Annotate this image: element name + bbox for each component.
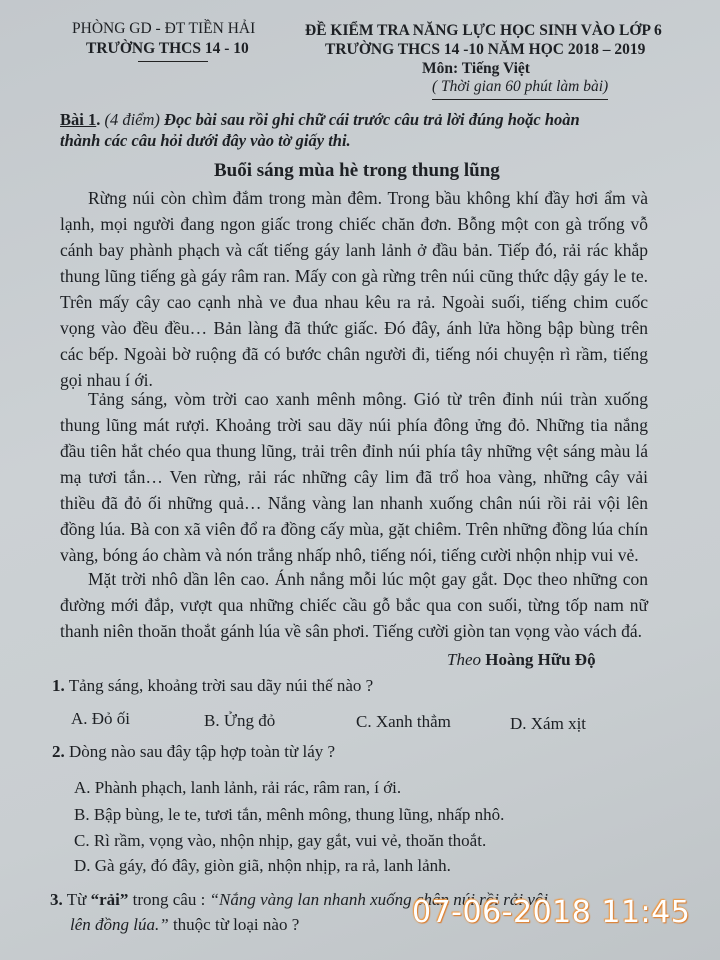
q2-option-a: A. Phành phạch, lanh lảnh, rải rác, râm ran, í ới. — [74, 778, 402, 797]
q2-option-d: D. Gà gáy, đó đây, giòn giã, nhộn nhịp, ra rả, lanh lảnh. — [74, 856, 451, 875]
photo-timestamp: 07-06-2018 11:45 — [412, 895, 691, 930]
question-number: 2. — [52, 742, 65, 761]
exam-subject: Môn: Tiếng Việt — [422, 60, 530, 77]
header-underline — [138, 61, 208, 62]
exam-title: ĐỀ KIỂM TRA NĂNG LỰC HỌC SINH VÀO LỚP 6 — [305, 22, 662, 39]
passage-line: thiều đã đỏ ối những quả… Nắng vàng lan nhanh xuống chân núi rồi rải vội lên — [60, 493, 648, 513]
author-name: Hoàng Hữu Độ — [485, 650, 596, 669]
department-name: PHÒNG GD - ĐT TIỀN HẢI — [72, 20, 256, 37]
passage-line: đường mới đắp, vượt qua những chiếc cầu gỗ bắc qua con suối, từng tốp nam nữ — [60, 595, 648, 615]
passage-line: thanh niên thoăn thoắt gánh lúa về sân phơi. Tiếng cười giòn tan vọng vào vách đá. — [60, 621, 643, 641]
question-2 — [52, 742, 335, 762]
passage-line: thung lũng mát rượi. Khoảng trời sau dãy núi phía đông ửng đỏ. Những tia nắng — [60, 415, 648, 435]
passage-source — [447, 650, 596, 670]
task-label: Bài 1 — [60, 110, 97, 129]
q1-option-b: B. Ửng đỏ — [204, 711, 276, 730]
passage-paragraph-3 — [60, 566, 648, 644]
passage-line: Tảng sáng, vòm trời cao xanh mênh mông. Gió từ trên đỉnh núi tràn xuống — [88, 389, 648, 409]
passage-line: mạ tươi tắn… Ven rừng, rải rác những cây lim đã trổ hoa vàng, những cây vải — [60, 467, 648, 487]
passage-line: các bếp. Ngoài bờ ruộng đã có bước chân người đi, tiếng nói chuyện rì rầm, tiếng — [60, 344, 648, 364]
question-keyword: “rải” — [90, 890, 129, 909]
question-text-prefix: Từ — [66, 890, 87, 909]
question-text-suffix: thuộc từ loại nào ? — [172, 915, 300, 934]
q1-option-a: A. Đỏ ối — [71, 709, 131, 728]
passage-line: thung lũng tiếng gà gáy râm ran. Mấy con gà rừng trên núi cũng thức dậy gáy le te. — [60, 266, 648, 286]
question-quote-line-1: “Nắng vàng lan nhanh xuống chân núi rồi rải vội — [209, 890, 549, 909]
question-text: Tảng sáng, khoảng trời sau dãy núi thế nào ? — [68, 676, 374, 695]
task-points: (4 điểm) — [104, 110, 160, 129]
source-prefix: Theo — [447, 650, 481, 669]
school-name: TRƯỜNG THCS 14 - 10 — [86, 40, 249, 57]
question-3-line-2 — [70, 915, 299, 935]
exam-school-year: TRƯỜNG THCS 14 -10 NĂM HỌC 2018 – 2019 — [325, 41, 646, 58]
exam-duration: ( Thời gian 60 phút làm bài) — [432, 78, 608, 100]
q1-option-d: D. Xám xịt — [510, 714, 587, 733]
question-number: 1. — [52, 676, 65, 695]
passage-line: Rừng núi còn chìm đắm trong màn đêm. Trong bầu không khí đầy hơi ẩm và — [88, 188, 648, 208]
passage-line: lạnh, mọi người đang ngon giấc trong chiếc chăn đơn. Bỗng một con gà trống vỗ — [60, 214, 648, 234]
passage-title: Buổi sáng mùa hè trong thung lũng — [214, 160, 500, 181]
question-number: 3. — [50, 890, 63, 909]
task-instruction: Bài 1. (4 điểm) Đọc bài sau rồi ghi chữ cái trước câu trả lời đúng hoặc hoàn — [60, 110, 580, 129]
passage-line: vọng vào đều đều… Bản làng đã thức giấc. Đó đây, ánh lửa hồng bập bùng trên — [60, 318, 648, 338]
question-text-mid: trong câu : — [132, 890, 206, 909]
question-text: Dòng nào sau đây tập hợp toàn từ láy ? — [69, 742, 336, 761]
question-1 — [52, 676, 373, 696]
passage-line: Mặt trời nhô dần lên cao. Ánh nắng mỗi lúc một gay gắt. Dọc theo những con — [88, 569, 648, 589]
question-quote-line-2: lên đồng lúa.” — [70, 915, 169, 934]
passage-line: đầu tiên hắt chéo qua thung lũng, trải trên đỉnh núi phía tây những vệt sáng màu lá — [60, 441, 648, 461]
instruction-line-2: thành các câu hỏi dưới đây vào tờ giấy thi. — [60, 131, 351, 150]
passage-line: cánh bay phành phạch và cất tiếng gáy lanh lảnh ở đầu bản. Tiếp đó, rải rác khắp — [60, 240, 648, 260]
q2-option-c: C. Rì rầm, vọng vào, nhộn nhịp, gay gắt, vui vẻ, thoăn thoắt. — [74, 831, 487, 850]
q1-option-c: C. Xanh thẳm — [356, 712, 451, 731]
passage-line: Trên mấy cây cao cạnh nhà ve đua nhau kêu ra rả. Ngoài suối, tiếng chim cuốc — [60, 292, 648, 312]
q2-option-b: B. Bập bùng, le te, tươi tắn, mênh mông, thung lũng, nhấp nhô. — [74, 805, 505, 824]
passage-paragraph-1 — [60, 185, 648, 393]
instruction-line-1: Đọc bài sau rồi ghi chữ cái trước câu trả lời đúng hoặc hoàn — [164, 110, 580, 129]
passage-line: vàng, bóng áo chàm và nón trắng nhấp nhô, tiếng nói, tiếng cười nhộn nhịp vui vẻ. — [60, 545, 639, 565]
passage-line: gọi nhau í ới. — [60, 370, 153, 390]
passage-line: đồng lúa. Bà con xã viên đổ ra đồng cấy mùa, gặt chiêm. Trên những đồng lúa chín — [60, 519, 648, 539]
passage-paragraph-2 — [60, 386, 648, 568]
